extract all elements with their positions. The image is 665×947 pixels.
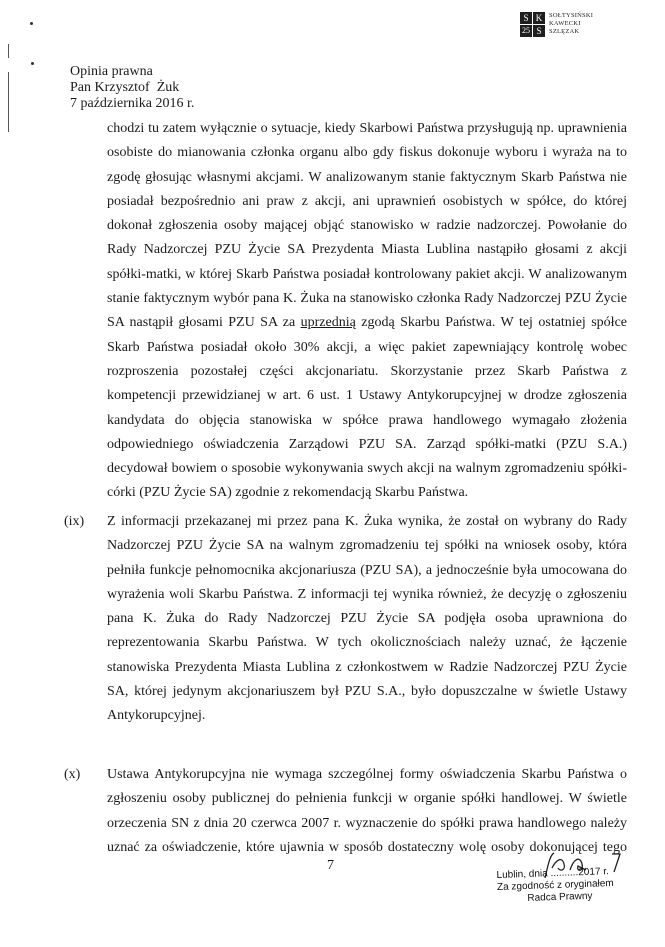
document-header	[70, 64, 194, 112]
text-line: osobiste do mianowania członka organu albo gdy fiskus dokonuje wyboru i wyraża na to	[107, 145, 627, 161]
stamp-line: Za zgodność z oryginałem	[496, 877, 614, 894]
text-line: uznać za oświadczenie, które ujawnia w sposób dostateczny wolę osoby dokonującej tego	[107, 839, 627, 855]
text-line: SA nastąpił głosami PZU SA za uprzednią zgodą Skarbu Państwa. W tej ostatniej spółce	[107, 315, 628, 331]
underlined-word: uprzednią	[300, 315, 356, 331]
scan-margin-mark	[8, 44, 9, 58]
text-line: pełniła funkcje pełnomocnika akcjonariusza (PZU SA), a jednocześnie była umocowana do	[107, 562, 627, 578]
text-line: córki (PZU Życie SA) zgodnie z rekomendacją Skarbu Państwa.	[107, 485, 469, 501]
section-number: (x)	[64, 767, 81, 782]
text-line: decydował bowiem o sposobie wykonywania swych akcji na walnym zgromadzeniu spółki-	[107, 461, 627, 477]
text-line: Z informacji przekazanej mi przez pana K. Żuka wynika, że został on wybrany do Rady	[107, 514, 627, 529]
text-line: zgodę głosując własnymi akcjami. W analizowanym stanie faktycznym Skarb Państwa nie	[107, 169, 627, 185]
logo-cell: S	[533, 25, 545, 37]
stamp-line: Lublin, dnia ..........2017 r.	[496, 866, 610, 882]
text-line: Skarb Państwa posiadał około 30% akcji, a więc pakiet zapewniający kontrolę wobec	[107, 339, 627, 355]
logo-name-line: SZLĘZAK	[549, 28, 580, 35]
text-line: posiadał bezpośrednio ani praw z akcji, ani uprawnień osobistych w spółce, do której	[107, 193, 627, 209]
text-line: Rady Nadzorczej PZU Życie SA Prezydenta Miasta Lublina nastąpiło głosami z akcji	[107, 242, 627, 258]
text-line: SA, której jedynym akcjonariuszem był PZU S.A., było dopuszczalne w świetle Ustawy	[107, 684, 627, 700]
text-line: Ustawa Antykorupcyjna nie wymaga szczególnej formy oświadczenia Skarbu Państwa o	[107, 767, 627, 782]
recipient: Pan Krzysztof Żuk	[70, 80, 180, 95]
text-line: spółki-matki, w której Skarb Państwa posiadał kontrolowany pakiet akcji. W analizowanym	[107, 266, 627, 282]
logo-firm-name	[549, 12, 593, 36]
text-line: reprezentowania Skarbu Państwa. W tych okolicznościach należy uznać, że łączenie	[107, 635, 627, 651]
text-line: zgłoszeniu osoby publicznej do pełnienia funkcji w organie spółki handlowej. W świetle	[107, 791, 627, 807]
document-type: Opinia prawna	[70, 64, 153, 79]
logo-cell: K	[533, 12, 545, 24]
logo-mark	[520, 12, 545, 37]
document-date: 7 października 2016 r.	[70, 96, 195, 111]
scan-dot	[30, 22, 33, 25]
text-line: wyrażenia woli Skarbu Państwa. Z informacji tej wynika również, że decyzję o zgłoszeniu	[107, 586, 627, 602]
section-number: (ix)	[64, 514, 85, 529]
section-ix-paragraph	[107, 510, 627, 729]
text-line: Antykorupcyjnej.	[107, 708, 206, 724]
text-line: chodzi tu zatem wyłącznie o sytuacje, kiedy Skarbowi Państwa przysługują np. uprawnienia	[107, 121, 627, 136]
logo-cell: S	[520, 12, 532, 24]
text-line: odpowiedniego oświadczenia Zarządowi PZU SA. Zarząd spółki-matki (PZU S.A.)	[107, 436, 627, 452]
page-number: 7	[327, 858, 334, 873]
text-line: stanowiska Prezydenta Miasta Lublina z członkostwem w Radzie Nadzorczej PZU Życie	[107, 659, 627, 675]
section-x-paragraph	[107, 763, 627, 860]
scan-dot	[31, 62, 34, 65]
text-line: rozproszenia pozostałej części akcjonariatu. Skorzystanie przez Skarb Państwa z	[107, 363, 627, 379]
text-line: Nadzorczej PZU Życie SA na walnym zgromadzeniu tej spółki na wniosek osoby, która	[107, 538, 627, 554]
text-line: stanie faktycznym wybór pana K. Żuka na stanowisko członka Rady Nadzorczej PZU Życie	[107, 291, 627, 307]
certification-stamp	[496, 866, 614, 906]
logo-name-line: KAWECKI	[549, 20, 581, 27]
text-line: kandydata do objęcia stanowiska w spółce prawa handlowego wymagało złożenia	[107, 412, 627, 428]
text-line: kompetencji przewidzianej w art. 6 ust. 1 Ustawy Antykorupcyjnej w drodze zgłoszenia	[107, 388, 627, 404]
logo-name-line: SOŁTYSIŃSKI	[549, 12, 594, 19]
text-line: dokonał zgłoszenia osoby mającej objąć stanowisko w radzie nadzorczej. Powołanie do	[107, 218, 627, 234]
scan-margin-mark	[8, 72, 9, 132]
logo-cell: 25	[522, 26, 530, 35]
text-line: pana K. Żuka do Rady Nadzorczej PZU Życie SA podjęła osoba uprawniona do	[107, 611, 627, 627]
stamp-line: Radca Prawny	[527, 890, 593, 904]
text-line: orzeczenia SN z dnia 20 czerwca 2007 r. wyznaczenie do spółki prawa handlowego należy	[107, 815, 627, 831]
continuation-paragraph	[107, 117, 627, 506]
firm-logo	[520, 12, 593, 37]
